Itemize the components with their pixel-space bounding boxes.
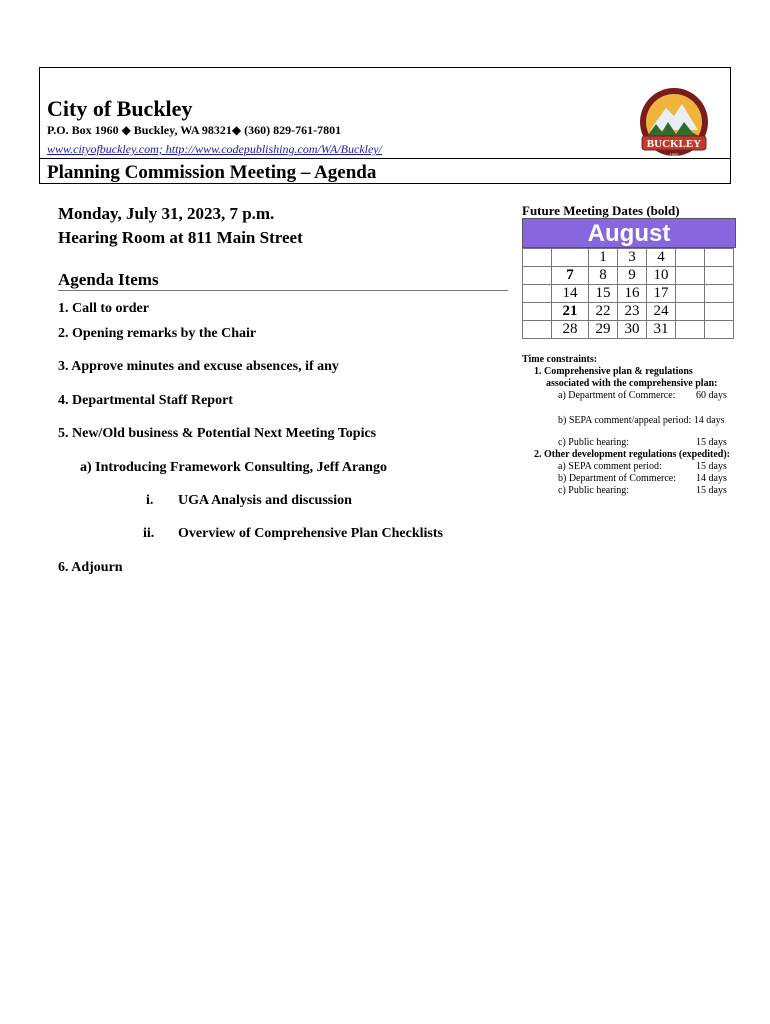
calendar-week: [523, 249, 734, 267]
website-links[interactable]: www.cityofbuckley.com; http://www.codepublishing.com/WA/Buckley/: [47, 142, 382, 156]
calendar-day: [705, 303, 734, 321]
agenda-subitem-marker: ii.: [143, 526, 155, 541]
calendar-day: [676, 267, 705, 285]
agenda-heading: Agenda Items: [58, 270, 159, 289]
calendar-day: [523, 303, 552, 321]
constraint-value: 15 days: [696, 461, 727, 472]
city-name: City of Buckley: [47, 96, 193, 121]
calendar-month: August: [522, 218, 736, 248]
header-divider: [40, 158, 730, 159]
constraint-line: associated with the comprehensive plan:: [546, 378, 718, 389]
calendar-day: 4: [647, 249, 676, 267]
calendar-day: 9: [618, 267, 647, 285]
meeting-date: Monday, July 31, 2023, 7 p.m.: [58, 204, 275, 223]
calendar-week: [523, 285, 734, 303]
calendar-day: [705, 249, 734, 267]
future-dates-label: Future Meeting Dates (bold): [522, 203, 680, 218]
agenda-item: 1. Call to order: [58, 301, 149, 316]
agenda-divider: [58, 290, 508, 291]
constraints-heading: Time constraints:: [522, 354, 598, 365]
calendar-day: [523, 267, 552, 285]
constraint-value: 14 days: [696, 473, 727, 484]
calendar-day: [676, 321, 705, 339]
calendar-day: [523, 249, 552, 267]
calendar-day: [676, 249, 705, 267]
calendar-grid: [522, 248, 734, 339]
page-title: Planning Commission Meeting – Agenda: [47, 162, 377, 183]
agenda-subitem-marker: i.: [146, 493, 154, 508]
address-line: P.O. Box 1960 ◆ Buckley, WA 98321◆ (360) 829-761-7801: [47, 123, 342, 137]
calendar-day: 31: [647, 321, 676, 339]
city-seal-logo: [636, 86, 712, 164]
calendar-day: 22: [589, 303, 618, 321]
agenda-item: 4. Departmental Staff Report: [58, 393, 233, 408]
calendar-day: [676, 285, 705, 303]
calendar-day: 3: [618, 249, 647, 267]
letterhead: [39, 67, 731, 184]
constraint-line: a) SEPA comment period:: [558, 461, 662, 472]
agenda-subitem: Overview of Comprehensive Plan Checklists: [178, 526, 443, 541]
calendar-day: 1: [589, 249, 618, 267]
constraint-line: b) Department of Commerce:: [558, 473, 677, 484]
calendar-day: [676, 303, 705, 321]
constraint-value: 15 days: [696, 485, 727, 496]
calendar-day: 28: [552, 321, 589, 339]
constraint-line: c) Public hearing:: [558, 485, 630, 496]
constraint-value: 60 days: [696, 390, 727, 401]
logo-year: 1890: [669, 152, 679, 157]
agenda-item: 5. New/Old business & Potential Next Meeting Topics: [58, 426, 377, 441]
constraint-line: b) SEPA comment/appeal period: 14 days: [558, 415, 725, 426]
constraint-line: c) Public hearing:: [558, 437, 630, 448]
calendar-day: [552, 249, 589, 267]
meeting-info: [58, 202, 303, 250]
calendar-day: [523, 285, 552, 303]
calendar-day: 10: [647, 267, 676, 285]
calendar-week: [523, 267, 734, 285]
agenda-item: 2. Opening remarks by the Chair: [58, 326, 257, 341]
calendar-day-meeting: 7: [552, 267, 589, 285]
agenda-subitem: UGA Analysis and discussion: [178, 493, 352, 508]
logo-name: BUCKLEY: [646, 138, 702, 150]
constraint-value: 15 days: [696, 437, 727, 448]
agenda-item: 6. Adjourn: [58, 560, 123, 575]
calendar-day: 8: [589, 267, 618, 285]
calendar-week: [523, 321, 734, 339]
calendar-day: 30: [618, 321, 647, 339]
calendar-day: 17: [647, 285, 676, 303]
agenda-item: 3. Approve minutes and excuse absences, if any: [58, 359, 339, 374]
constraint-line: a) Department of Commerce:: [558, 390, 676, 401]
calendar-day: 15: [589, 285, 618, 303]
calendar-day: 14: [552, 285, 589, 303]
calendar-day: 23: [618, 303, 647, 321]
calendar-day: [523, 321, 552, 339]
calendar-day: 24: [647, 303, 676, 321]
calendar-day: 16: [618, 285, 647, 303]
calendar-day: [705, 285, 734, 303]
calendar-day: 29: [589, 321, 618, 339]
calendar-day: [705, 321, 734, 339]
constraint-line: 2. Other development regulations (expedited):: [534, 449, 731, 460]
calendar-day-meeting: 21: [552, 303, 589, 321]
meeting-location: Hearing Room at 811 Main Street: [58, 228, 303, 247]
agenda-subitem: a) Introducing Framework Consulting, Jeff Arango: [80, 460, 387, 475]
calendar-day: [705, 267, 734, 285]
calendar-week: [523, 303, 734, 321]
constraint-line: 1. Comprehensive plan & regulations: [534, 366, 693, 377]
